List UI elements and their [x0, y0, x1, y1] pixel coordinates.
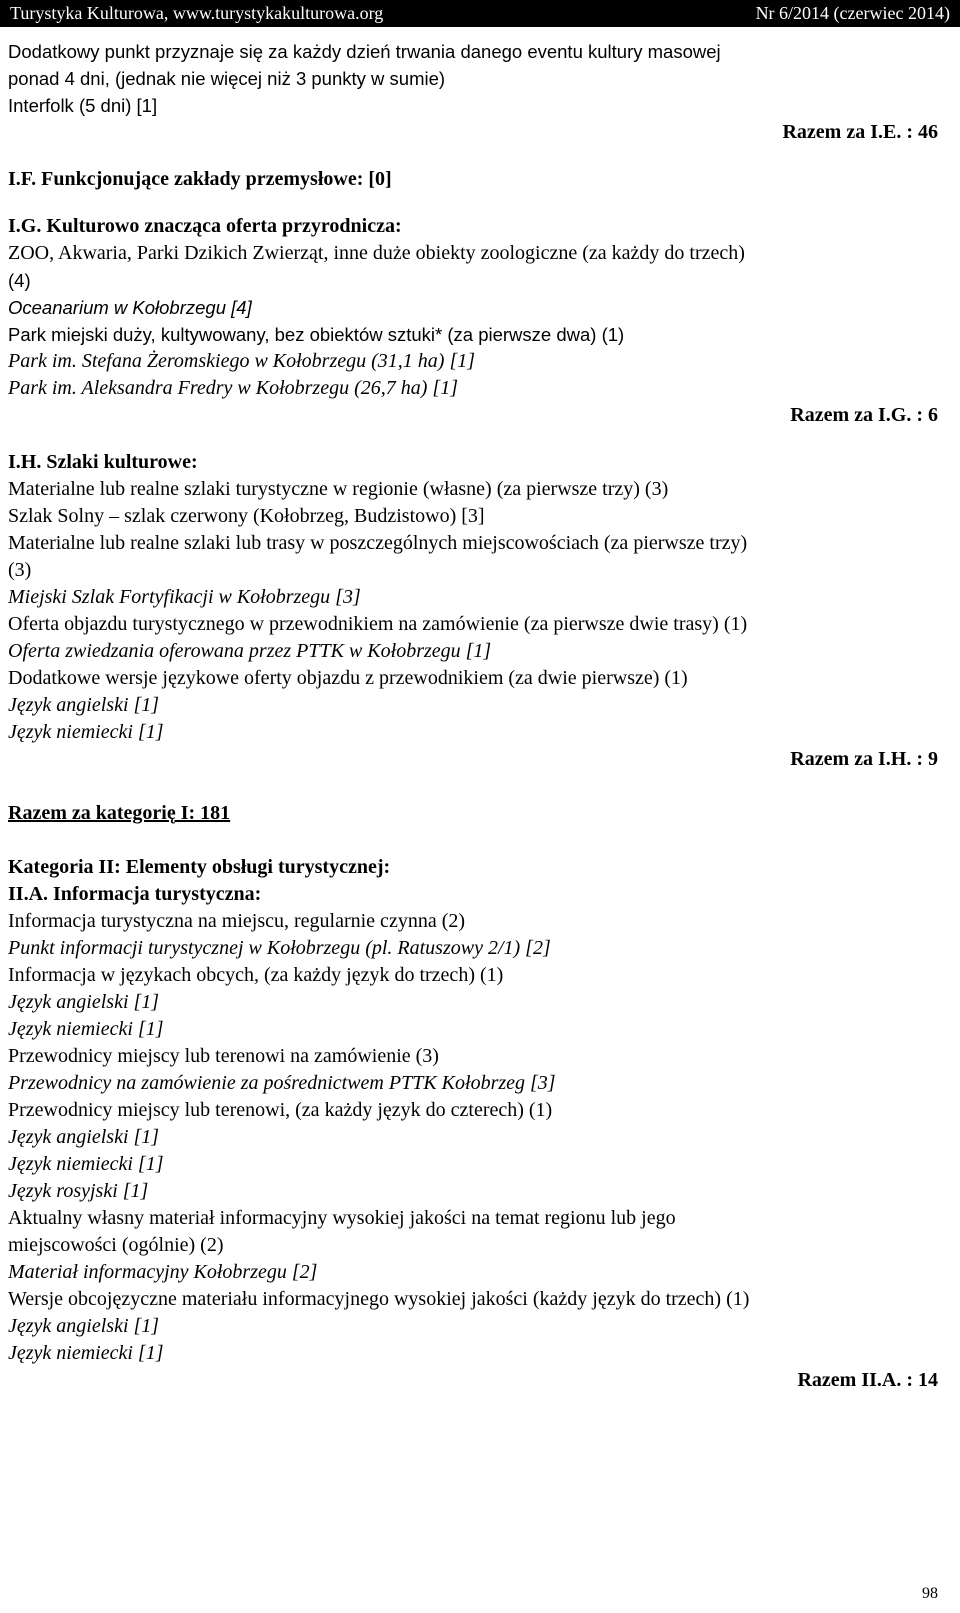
text-line: Materiał informacyjny Kołobrzegu [2] — [8, 1261, 318, 1283]
text-line: Oceanarium w Kołobrzegu [4] — [8, 297, 252, 318]
text-line: Dodatkowe wersje językowe oferty objazdu z przewodnikiem (za dwie pierwsze) (1) — [8, 667, 688, 689]
issue-number: Nr 6/2014 (czerwiec 2014) — [755, 3, 950, 23]
text-line: Oferta objazdu turystycznego w przewodnikiem na zamówienie (za pierwsze dwie trasy) (1) — [8, 613, 748, 635]
subtotal-iia: Razem II.A. : 14 — [797, 1369, 938, 1391]
text-line: Przewodnicy miejscy lub terenowi na zamówienie (3) — [8, 1045, 439, 1067]
category-heading: Kategoria II: Elementy obsługi turystycznej: — [8, 856, 391, 878]
text-line: Informacja w językach obcych, (za każdy język do trzech) (1) — [8, 964, 504, 986]
section-heading-ig: I.G. Kulturowo znacząca oferta przyrodnicza: — [8, 215, 402, 237]
text-line: Aktualny własny materiał informacyjny wysokiej jakości na temat regionu lub jego — [8, 1207, 676, 1229]
category-total: Razem za kategorię I: 181 — [8, 802, 231, 824]
text-line: Język angielski [1] — [8, 1126, 160, 1148]
text-line: Język angielski [1] — [8, 694, 160, 716]
text-line: ponad 4 dni, (jednak nie więcej niż 3 punkty w sumie) — [8, 68, 446, 89]
page-number: 98 — [922, 1585, 938, 1602]
text-line: Przewodnicy na zamówienie za pośrednictwem PTTK Kołobrzeg [3] — [8, 1072, 556, 1094]
text-line: Język niemiecki [1] — [8, 721, 164, 743]
text-line: Przewodnicy miejscy lub terenowi, (za każdy język do czterech) (1) — [8, 1099, 553, 1121]
text-line: miejscowości (ogólnie) (2) — [8, 1234, 224, 1256]
text-line: (4) — [8, 270, 31, 291]
subtotal-ie: Razem za I.E. : 46 — [782, 121, 938, 143]
text-line: Język niemiecki [1] — [8, 1018, 164, 1040]
text-line: Oferta zwiedzania oferowana przez PTTK w Kołobrzegu [1] — [8, 640, 492, 662]
subtotal-ig: Razem za I.G. : 6 — [790, 404, 938, 426]
text-line: ZOO, Akwaria, Parki Dzikich Zwierząt, inne duże obiekty zoologiczne (za każdy do trzech) — [8, 242, 745, 264]
section-heading-iia: II.A. Informacja turystyczna: — [8, 883, 262, 905]
text-line: Język angielski [1] — [8, 991, 160, 1013]
text-line: Język rosyjski [1] — [8, 1180, 149, 1202]
text-line: Park im. Aleksandra Fredry w Kołobrzegu (26,7 ha) [1] — [8, 377, 458, 399]
text-line: Park im. Stefana Żeromskiego w Kołobrzegu (31,1 ha) [1] — [8, 350, 476, 372]
text-line: Materialne lub realne szlaki lub trasy w poszczególnych miejscowościach (za pierwsze trzy) — [8, 532, 748, 554]
page-header — [0, 0, 960, 27]
text-line: Dodatkowy punkt przyznaje się za każdy dzień trwania danego eventu kultury masowej — [8, 41, 721, 62]
text-line: Miejski Szlak Fortyfikacji w Kołobrzegu [3] — [8, 586, 361, 608]
text-line: Język angielski [1] — [8, 1315, 160, 1337]
section-heading-ih: I.H. Szlaki kulturowe: — [8, 451, 198, 473]
subtotal-ih: Razem za I.H. : 9 — [790, 748, 938, 770]
text-line: Interfolk (5 dni) [1] — [8, 95, 158, 116]
text-line: Wersje obcojęzyczne materiału informacyjnego wysokiej jakości (każdy język do trzech) (1) — [8, 1288, 750, 1310]
document-body — [8, 38, 938, 1394]
text-line: Park miejski duży, kultywowany, bez obiektów sztuki* (za pierwsze dwa) (1) — [8, 324, 625, 345]
section-heading-if: I.F. Funkcjonujące zakłady przemysłowe: [0] — [8, 168, 392, 190]
text-line: Materialne lub realne szlaki turystyczne w regionie (własne) (za pierwsze trzy) (3) — [8, 478, 669, 500]
text-line: Szlak Solny – szlak czerwony (Kołobrzeg, Budzistowo) [3] — [8, 505, 485, 527]
text-line: Punkt informacji turystycznej w Kołobrzegu (pl. Ratuszowy 2/1) [2] — [8, 937, 551, 959]
text-line: Język niemiecki [1] — [8, 1153, 164, 1175]
journal-title: Turystyka Kulturowa, www.turystykakulturowa.org — [10, 3, 384, 23]
text-line: Informacja turystyczna na miejscu, regularnie czynna (2) — [8, 910, 466, 932]
text-line: (3) — [8, 559, 32, 581]
text-line: Język niemiecki [1] — [8, 1342, 164, 1364]
